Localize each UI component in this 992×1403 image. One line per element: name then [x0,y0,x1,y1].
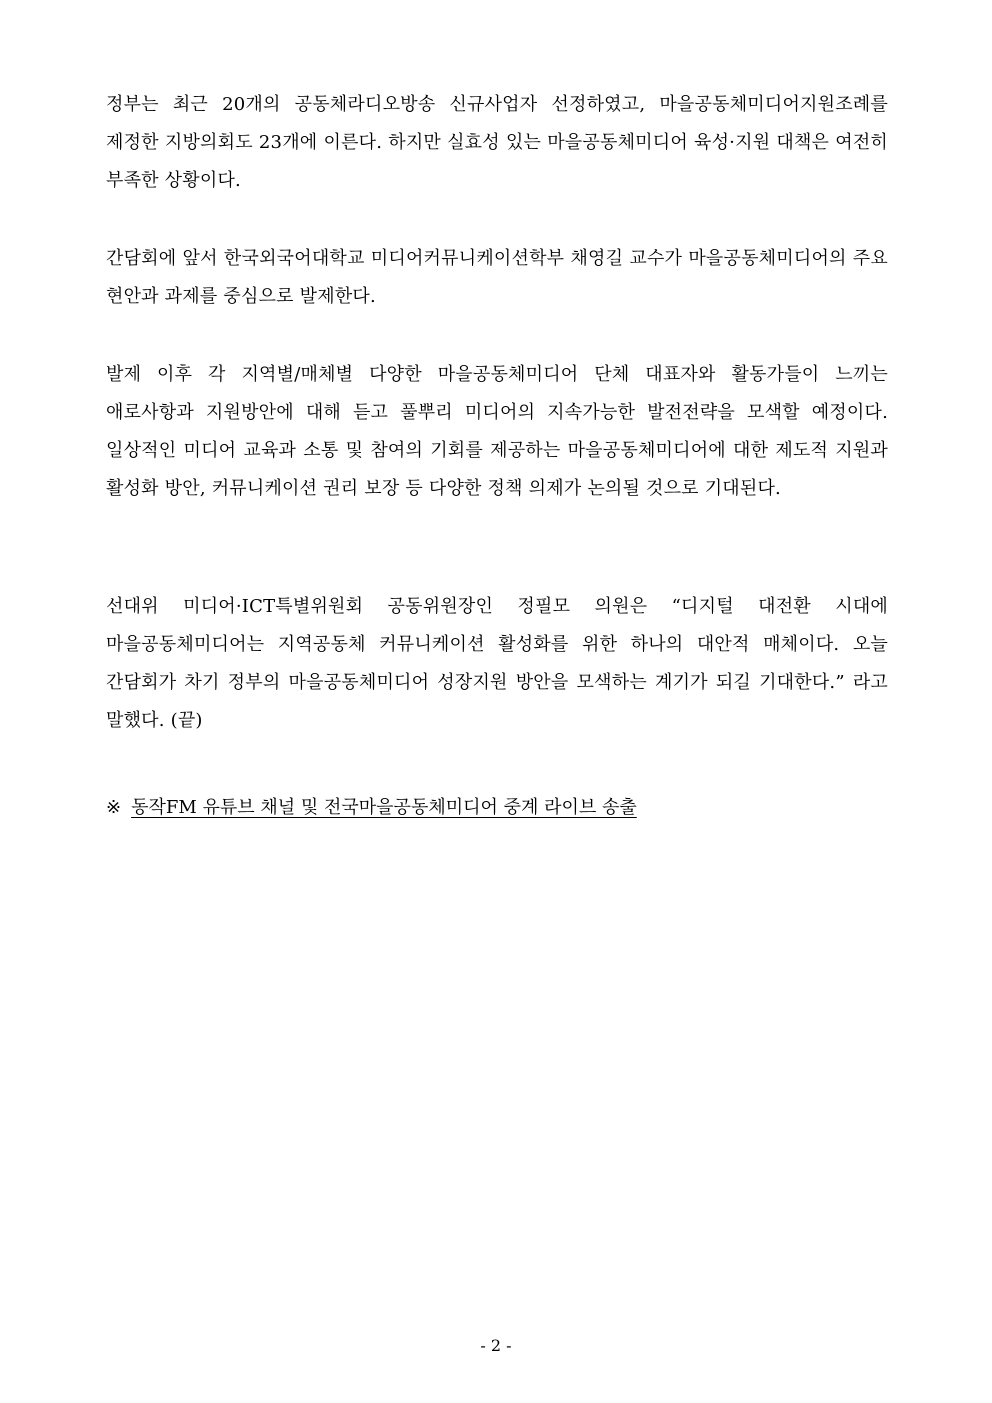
broadcast-note [106,789,637,827]
paragraph-presentation: 간담회에 앞서 한국외국어대학교 미디어커뮤니케이션학부 채영길 교수가 마을공동체미디어의 주요 현안과 과제를 중심으로 발제한다. [106,248,888,307]
paragraph-discussion-plan: 발제 이후 각 지역별/매체별 다양한 마을공동체미디어 단체 대표자와 활동가들이 느끼는 애로사항과 지원방안에 대해 듣고 풀뿌리 미디어의 지속가능한 발전전략을 모색할 예정이다. 일상적인 미디어 교육과 소통 및 참여의 기회를 제공하는 마을공동체미디어에 대한 제도적 지원과 활성화 방안, 커뮤니케이션 권리 보장 등 다양한 정책 의제가 논의될 것으로 기대된다. [106,364,888,499]
paragraph-policy-status: 정부는 최근 20개의 공동체라디오방송 신규사업자 선정하였고, 마을공동체미디어지원조례를 제정한 지방의회도 23개에 이른다. 하지만 실효성 있는 마을공동체미디어 육성·지원 대책은 여전히 부족한 상황이다. [106,94,888,191]
page-number: - 2 - [480,1336,512,1355]
broadcast-note-text: 동작FM 유튜브 채널 및 전국마을공동체미디어 중계 라이브 송출 [131,797,637,818]
paragraph-quote: 선대위 미디어·ICT특별위원회 공동위원장인 정필모 의원은 “디지털 대전환 시대에 마을공동체미디어는 지역공동체 커뮤니케이션 활성화를 위한 하나의 대안적 매체이다. 오늘 간담회가 차기 정부의 마을공동체미디어 성장지원 방안을 모색하는 계기가 되길 기대한다.” 라고 말했다. (끝) [106,596,888,731]
note-mark: ※ [106,797,122,818]
